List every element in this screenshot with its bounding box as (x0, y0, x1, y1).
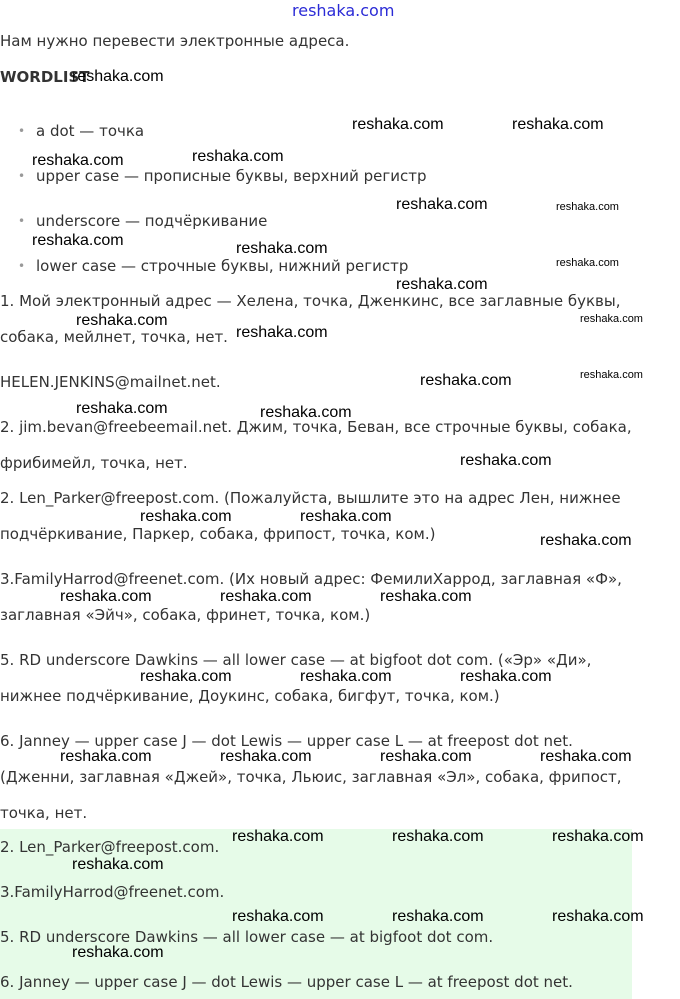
watermark: reshaka.com (236, 240, 328, 257)
answer-line: 5. RD underscore Dawkins — all lower case — at bigfoot dot com. (0, 928, 494, 946)
watermark: reshaka.com (540, 532, 632, 549)
answer-line: 6. Janney — upper case J — dot Lewis — upper case L — at freepost dot net. (0, 973, 573, 991)
text-line: собака, мейлнет, точка, нет. (0, 328, 228, 346)
bullet-icon: • (18, 169, 26, 183)
watermark: reshaka.com (72, 856, 164, 873)
text-line: HELEN.JENKINS@mailnet.net. (0, 373, 221, 391)
text-line: 1. Мой электронный адрес — Хелена, точка, Дженкинс, все заглавные буквы, (0, 292, 621, 310)
watermark: reshaka.com (220, 588, 312, 605)
watermark: reshaka.com (556, 257, 619, 269)
watermark: reshaka.com (512, 116, 604, 133)
watermark: reshaka.com (220, 748, 312, 765)
text-line: 2. jim.bevan@freebeemail.net. Джим, точка, Беван, все строчные буквы, собака, (0, 418, 632, 436)
watermark: reshaka.com (140, 668, 232, 685)
watermark: reshaka.com (556, 201, 619, 213)
watermark: reshaka.com (580, 369, 643, 381)
watermark: reshaka.com (72, 68, 164, 85)
watermark: reshaka.com (232, 908, 324, 925)
watermark: reshaka.com (32, 232, 124, 249)
watermark: reshaka.com (420, 372, 512, 389)
watermark: reshaka.com (76, 400, 168, 417)
watermark: reshaka.com (236, 324, 328, 341)
watermark: reshaka.com (60, 588, 152, 605)
watermark: reshaka.com (392, 908, 484, 925)
watermark: reshaka.com (192, 148, 284, 165)
watermark: reshaka.com (552, 908, 644, 925)
intro-text: Нам нужно перевести электронные адреса. (0, 32, 350, 50)
bullet-icon: • (18, 214, 26, 228)
watermark: reshaka.com (460, 452, 552, 469)
watermark: reshaka.com (396, 196, 488, 213)
watermark: reshaka.com (552, 828, 644, 845)
watermark: reshaka.com (76, 312, 168, 329)
wordlist-item: upper case — прописные буквы, верхний регистр (36, 167, 427, 185)
text-line: 6. Janney — upper case J — dot Lewis — upper case L — at freepost dot net. (0, 732, 573, 750)
watermark: reshaka.com (300, 508, 392, 525)
watermark: reshaka.com (140, 508, 232, 525)
text-line: 3.FamilyHarrod@freenet.com. (Их новый адрес: ФемилиХаррод, заглавная «Ф», (0, 570, 622, 588)
watermark: reshaka.com (396, 276, 488, 293)
wordlist-item: underscore — подчёркивание (36, 212, 268, 230)
text-line: 5. RD underscore Dawkins — all lower case — at bigfoot dot com. («Эр» «Ди», (0, 651, 592, 669)
answer-line: 3.FamilyHarrod@freenet.com. (0, 883, 225, 901)
watermark: reshaka.com (260, 404, 352, 421)
text-line: (Дженни, заглавная «Джей», точка, Льюис, заглавная «Эл», собака, фрипост, (0, 768, 622, 786)
text-line: фрибимейл, точка, нет. (0, 454, 188, 472)
watermark: reshaka.com (460, 668, 552, 685)
wordlist-label: WORDLIST (0, 68, 90, 86)
bullet-icon: • (18, 124, 26, 138)
watermark: reshaka.com (352, 116, 444, 133)
watermark: reshaka.com (72, 944, 164, 961)
text-line: нижнее подчёркивание, Доукинс, собака, бигфут, точка, ком.) (0, 687, 500, 705)
text-line: точка, нет. (0, 804, 88, 822)
watermark: reshaka.com (60, 748, 152, 765)
watermark: reshaka.com (380, 748, 472, 765)
watermark: reshaka.com (540, 748, 632, 765)
watermark: reshaka.com (392, 828, 484, 845)
watermark: reshaka.com (380, 588, 472, 605)
wordlist-item: lower case — строчные буквы, нижний регистр (36, 257, 409, 275)
watermark: reshaka.com (32, 152, 124, 169)
text-line: заглавная «Эйч», собака, фринет, точка, ком.) (0, 606, 371, 624)
top-watermark-link[interactable]: reshaka.com (292, 1, 395, 20)
wordlist-item: a dot — точка (36, 122, 145, 140)
watermark: reshaka.com (580, 313, 643, 325)
text-line: 2. Len_Parker@freepost.com. (Пожалуйста, вышлите это на адрес Лен, нижнее (0, 489, 621, 507)
answer-line: 2. Len_Parker@freepost.com. (0, 838, 220, 856)
watermark: reshaka.com (232, 828, 324, 845)
watermark: reshaka.com (300, 668, 392, 685)
bullet-icon: • (18, 259, 26, 273)
text-line: подчёркивание, Паркер, собака, фрипост, точка, ком.) (0, 525, 436, 543)
